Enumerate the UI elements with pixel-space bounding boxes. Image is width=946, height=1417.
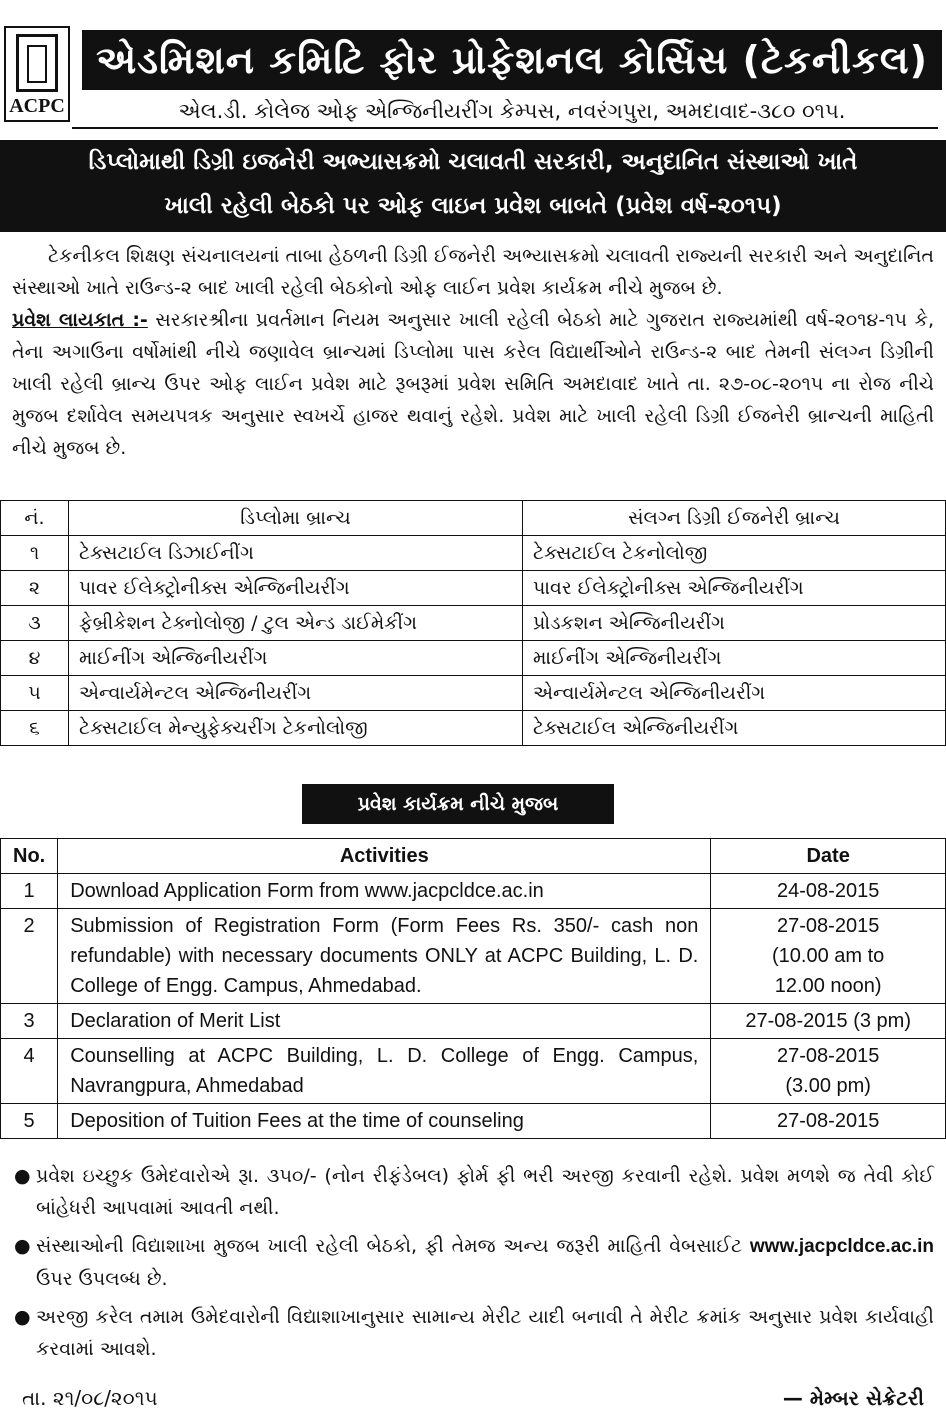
diploma-branch: ટેક્સટાઈલ ડિઝાઈનીંગ [69,536,523,571]
website-link[interactable]: www.jacpcldce.ac.in [749,1236,934,1257]
activity-text: Declaration of Merit List [58,1004,711,1039]
table-row [1,1104,946,1139]
activity-text: Counselling at ACPC Building, L. D. College of Engg. Campus, Navrangpura, Ahmedabad [58,1039,711,1104]
note-item [12,1160,934,1224]
intro-paragraph-2 [12,304,934,464]
row-number: 5 [1,1104,58,1139]
eligibility-label: પ્રવેશ લાયકાત :- [12,309,148,331]
intro-text [12,240,934,464]
row-number: 2 [1,909,58,1004]
notice-title-line-1: ડિપ્લોમાથી ડિગ્રી ઇજનેરી અભ્યાસક્રમો ચલાવતી સરકારી, અનુદાનિત સંસ્થાઓ ખાતે [88,149,858,175]
activity-date: 27-08-2015 [711,1104,946,1139]
note-item [12,1230,934,1295]
diploma-branch: પાવર ઈલેક્ટ્રોનીક્સ એન્જિનીયરીંગ [69,571,523,606]
note-item [12,1301,934,1365]
degree-branch: ટેક્સટાઈલ એન્જિનીયરીંગ [523,711,946,746]
acpc-logo [4,26,70,122]
table-row [1,641,946,676]
note-text: ઉપર ઉપલબ્ધ છે. [36,1268,168,1290]
degree-branch: એન્વાર્યમેન્ટલ એન્જિનીયરીંગ [523,676,946,711]
degree-branch: ટેક્સટાઈલ ટેકનોલોજી [523,536,946,571]
row-number: ૬ [1,711,69,746]
table-row [1,1004,946,1039]
activity-label: Download Application Form from www.jacpcldce.ac.in [70,880,544,902]
notice-title-line-2: ખાલી રહેલી બેઠકો પર ઓફ લાઇન પ્રવેશ બાબતે (પ્રવેશ વર્ષ-૨૦૧૫) [164,193,782,219]
note-text: સંસ્થાઓની વિદ્યાશાખા મુજબ ખાલી રહેલી બેઠકો, ફી તેમજ અન્ય જરૂરી માહિતી વેબસાઈટ [36,1235,743,1257]
note-text: અરજી કરેલ તમામ ઉમેદવારોની વિદ્યાશાખાનુસાર સામાન્ય મેરીટ યાદી બનાવી તે મેરીટ ક્રમાંક અનુસાર પ્રવેશ કાર્યવાહી કરવામાં આવશે. [36,1306,934,1360]
activity-text: Submission of Registration Form (Form Fees Rs. 350/- cash non refundable) with necessary documents ONLY at ACPC Building, L. D. College of Engg. Campus, Ahmedabad. [58,909,711,1004]
table-row [1,606,946,641]
notes-section [12,1160,934,1371]
degree-branch: પ્રોડકશન એન્જિનીયરીંગ [523,606,946,641]
schedule-label: પ્રવેશ કાર્યક્રમ નીચે મુજબ [302,784,614,824]
diploma-branch: એન્વાર્યમેન્ટલ એન્જિનીયરીંગ [69,676,523,711]
activity-text: Deposition of Tuition Fees at the time of counseling [58,1104,711,1139]
diploma-branch: ફેબ્રીકેશન ટેક્નોલોજી / ટુલ એન્ડ ડાઈમેકીંગ [69,606,523,641]
bullet-icon: ● [14,1165,31,1187]
eligibility-text: સરકારશ્રીના પ્રવર્તમાન નિયમ અનુસાર ખાલી રહેલી બેઠકો માટે ગુજરાત રાજ્યમાંથી વર્ષ-૨૦૧૪-૧૫ કે, તેના અગાઉના વર્ષોમાંથી નીચે જણાવેલ બ્રાન્ચમાં ડિપ્લોમા પાસ કરેલ વિદ્યાર્થીઓને રાઉન્ડ-૨ બાદ તેમની સંલગ્ન ડિગ્રીની ખાલી રહેલી બ્રાન્ચ ઉપર ઓફ લાઈન પ્રવેશ માટે રૂબરૂમાં પ્રવેશ સમિતિ અમદાવાદ ખાતે તા. ૨૭-૦૮-૨૦૧૫ ના રોજ નીચે મુજબ દર્શાવેલ સમયપત્રક અનુસાર સ્વખર્ચે હાજર થવાનું રહેશે. પ્રવેશ માટે ખાલી રહેલી ડિગ્રી ઈજનેરી બ્રાન્ચની માહિતી નીચે મુજબ છે. [12,309,934,459]
degree-branch: પાવર ઈલેક્ટ્રોનીક્સ એન્જિનીયરીંગ [523,571,946,606]
organization-address: એલ.ડી. કોલેજ ઓફ એન્જિનીયરીંગ કેમ્પસ, નવરંગપુરા, અમદાવાદ-૩૮૦ ૦૧૫. [178,99,846,123]
row-number: ૨ [1,571,69,606]
branch-table [0,500,946,746]
diploma-branch: ટેક્સટાઈલ મેન્યુફેક્ચરીંગ ટેકનોલોજી [69,711,523,746]
table-row [1,874,946,909]
row-number: ૩ [1,606,69,641]
table-row [1,536,946,571]
degree-branch: માઈનીંગ એન્જિનીયરીંગ [523,641,946,676]
activity-text [58,874,711,909]
page-header [0,0,946,138]
column-header-number: નં. [1,501,69,536]
table-row [1,909,946,1004]
column-header-no: No. [1,839,58,874]
bullet-icon: ● [14,1306,31,1328]
column-header-diploma-branch: ડિપ્લોમા બ્રાન્ચ [69,501,523,536]
activity-date: 27-08-2015 (10.00 am to 12.00 noon) [711,909,946,1004]
organization-name: એડમિશન કમિટિ ફોર પ્રોફેશનલ કોર્સિસ (ટેકનીકલ) [82,30,942,90]
intro-paragraph-1: ટેકનીકલ શિક્ષણ સંચનાલયનાં તાબા હેઠળની ડિગ્રી ઈજનેરી અભ્યાસક્રમો ચલાવતી રાજ્યની સરકારી અને અનુદાનિત સંસ્થાઓ ખાતે રાઉન્ડ-૨ બાદ ખાલી રહેલી બેઠકોનો ઓફ લાઈન પ્રવેશ કાર્યક્રમ નીચે મુજબ છે. [12,245,934,299]
schedule-table-header [1,839,946,874]
column-header-activities: Activities [58,839,711,874]
row-number: 3 [1,1004,58,1039]
table-row [1,571,946,606]
activity-date: 27-08-2015 (3 pm) [711,1004,946,1039]
footer-signature: — મેમ્બર સેક્રેટરી [782,1386,924,1410]
diploma-branch: માઈનીંગ એન્જિનીયરીંગ [69,641,523,676]
header-divider [72,127,938,129]
column-header-degree-branch: સંલગ્ન ડિગ્રી ઈજનેરી બ્રાન્ચ [523,501,946,536]
activity-date: 24-08-2015 [711,874,946,909]
note-text: પ્રવેશ ઇચ્છુક ઉમેદવારોએ રૂા. ૩૫૦/- (નોન રીફંડેબલ) ફોર્મ ફી ભરી અરજી કરવાની રહેશે. પ્રવેશ મળશે જ તેવી કોઈ બાંહેધરી આપવામાં આવતી નથી. [36,1165,934,1219]
column-header-date: Date [711,839,946,874]
row-number: ૪ [1,641,69,676]
table-row [1,676,946,711]
row-number: 1 [1,874,58,909]
schedule-table [0,838,946,1139]
row-number: ૧ [1,536,69,571]
notice-title [0,140,946,232]
activity-date: 27-08-2015 (3.00 pm) [711,1039,946,1104]
table-row [1,1039,946,1104]
logo-text: ACPC [9,95,65,117]
row-number: ૫ [1,676,69,711]
row-number: 4 [1,1039,58,1104]
bullet-icon: ● [14,1235,31,1257]
branch-table-header [1,501,946,536]
acpc-emblem-icon [16,34,58,92]
table-row [1,711,946,746]
footer-date: તા. ૨૧/૦૮/૨૦૧૫ [22,1386,158,1410]
